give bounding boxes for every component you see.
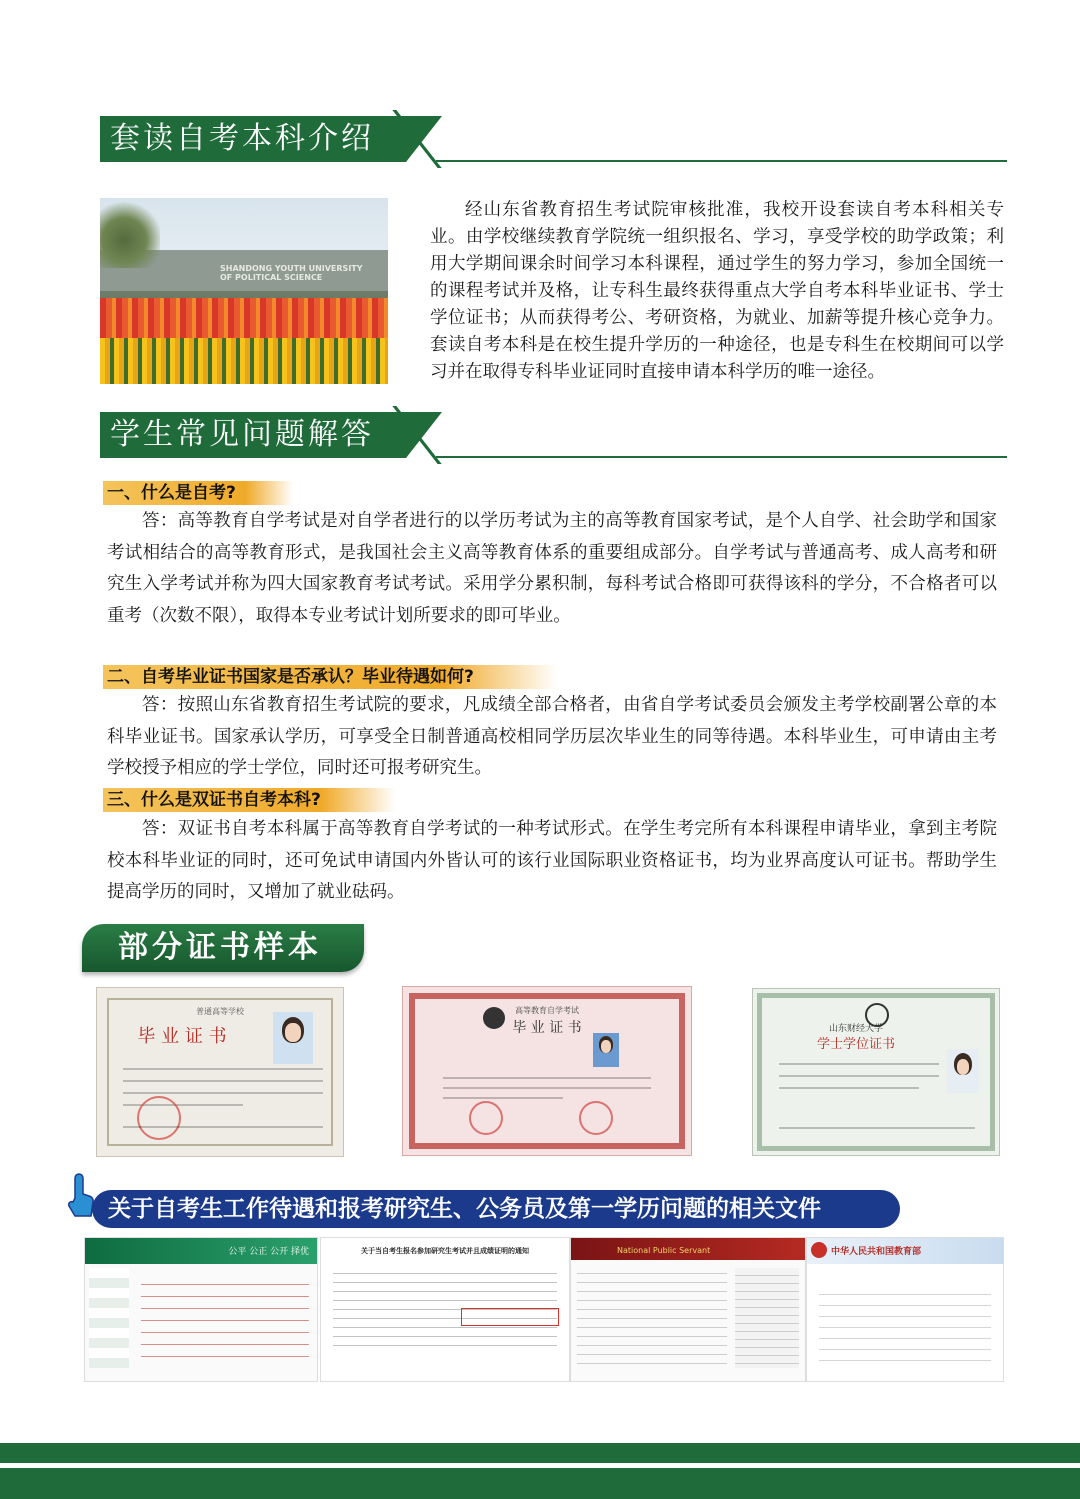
cert-seal [137, 1096, 181, 1140]
doc-text-block [141, 1278, 309, 1368]
doc-heading: National Public Servant [617, 1246, 711, 1255]
cert-text-line [779, 1063, 939, 1065]
pointer-hand-icon [66, 1170, 96, 1226]
campus-gate-photo [100, 198, 388, 384]
document-thumbnail-4 [806, 1237, 1004, 1382]
section-title-intro [100, 116, 406, 162]
faq-question-2: 二、自考毕业证书国家是否承认？毕业待遇如何? [103, 665, 557, 689]
doc-text-block [577, 1268, 727, 1368]
footer-stripe [0, 1468, 1080, 1499]
section-divider-line [436, 160, 1007, 162]
cert-title: 毕 业 证 书 [512, 1020, 582, 1036]
doc-sidebar [735, 1268, 799, 1368]
certificate-sample-3 [752, 988, 1000, 1156]
doc-heading: 中华人民共和国教育部 [831, 1247, 922, 1257]
doc-heading: 公平 公正 公开 择优 [228, 1247, 309, 1257]
section-title-intro-text: 套读自考本科介绍 [110, 121, 374, 156]
doc-emblem [811, 1242, 827, 1258]
cert-text-line [443, 1097, 563, 1099]
cert-portrait [273, 1012, 313, 1064]
cert-header: 高等教育自学考试 [515, 1006, 579, 1015]
section-title-documents [92, 1190, 900, 1228]
photo-flowers-front [100, 338, 388, 384]
cert-text-line [443, 1087, 651, 1089]
certificate-sample-2 [402, 986, 692, 1156]
footer-stripe [0, 1443, 1080, 1463]
faq-question-1: 一、什么是自考? [103, 481, 293, 505]
cert-header: 普通高等学校 [196, 1007, 244, 1016]
section-title-certs [82, 924, 364, 972]
doc-heading: 关于当自考生报名参加研究生考试并且成绩证明的通知 [361, 1247, 529, 1255]
cert-text-line [779, 1087, 919, 1089]
cert-text-line [123, 1092, 323, 1094]
cert-text-line [123, 1080, 323, 1082]
cert-title: 毕 业 证 书 [137, 1026, 227, 1047]
doc-highlight [461, 1308, 559, 1326]
doc-text-block [819, 1288, 991, 1368]
faq-answer-2: 答：按照山东省教育招生考试院的要求，凡成绩全部合格者，由省自学考试委员会颁发主考学校副署公章的本科毕业证书。国家承认学历，可享受全日制普通高校相同学历层次毕业生的同等待遇。本科毕业生，可申请由主考学校授予相应的学士学位，同时还可报考研究生。 [107, 695, 997, 778]
faq-answer-3: 答：双证书自考本科属于高等教育自学考试的一种考试形式。在学生考完所有本科课程申请毕业，拿到主考院校本科毕业证的同时，还可免试申请国内外皆认可的该行业国际职业资格证书，均为业界高度认可证书。帮助学生提高学历的同时，又增加了就业砝码。 [107, 819, 997, 902]
faq-answer-1: 答：高等教育自学考试是对自学者进行的以学历考试为主的高等教育国家考试，是个人自学、社会助学和国家考试相结合的高等教育形式，是我国社会主义高等教育体系的重要组成部分。自学考试与普通高考、成人高考和研究生入学考试并称为四大国家教育考试考试。采用学分累积制，每科考试合格即可获得该科的学分，不合格者可以重考（次数不限），取得本专业考试计划所要求的即可毕业。 [107, 511, 997, 626]
photo-sign-text: SHANDONG YOUTH UNIVERSITY OF POLITICAL SCIENCE [220, 264, 363, 282]
document-thumbnail-3 [570, 1237, 806, 1382]
cert-text-line [779, 1127, 975, 1129]
cert-emblem [483, 1007, 505, 1029]
cert-seal [579, 1101, 613, 1135]
cert-title: 学士学位证书 [816, 1037, 895, 1052]
cert-header: 山东财经大学 [828, 1024, 883, 1034]
cert-portrait [947, 1049, 979, 1093]
section-title-faq [100, 412, 406, 458]
cert-text-line [123, 1068, 323, 1070]
faq-question-3: 三、什么是双证书自考本科? [103, 788, 395, 812]
intro-paragraph: 经山东省教育招生考试院审核批准，我校开设套读自考本科相关专业。由学校继续教育学院统一组织报名、学习，享受学校的助学政策；利用大学期间课余时间学习本科课程，通过学生的努力学习，参加全国统一的课程考试并及格，让专科生最终获得重点大学自考本科毕业证书、学士学位证书；从而获得考公、考研资格，为就业、加薪等提升核心竞争力。套读自考本科是在校生提升学历的一种途径，也是专科生在校期间可以学习并在取得专科毕业证同时直接申请本科学历的唯一途径。 [430, 200, 1004, 382]
section-title-certs-text: 部分证书样本 [118, 930, 322, 965]
photo-tree [100, 198, 160, 268]
document-thumbnail-1 [84, 1237, 318, 1382]
doc-sidebar [89, 1268, 129, 1368]
photo-flowerbed [100, 298, 388, 338]
cert-portrait [593, 1033, 619, 1067]
cert-text-line [443, 1077, 651, 1079]
certificate-sample-1 [96, 987, 344, 1157]
document-thumbnail-2 [320, 1237, 570, 1382]
section-title-faq-text: 学生常见问题解答 [110, 417, 374, 452]
section-title-documents-text: 关于自考生工作待遇和报考研究生、公务员及第一学历问题的相关文件 [108, 1196, 821, 1222]
cert-seal [469, 1101, 503, 1135]
section-divider-line [436, 456, 1007, 458]
cert-text-line [779, 1075, 939, 1077]
cert-text-line [123, 1126, 323, 1128]
